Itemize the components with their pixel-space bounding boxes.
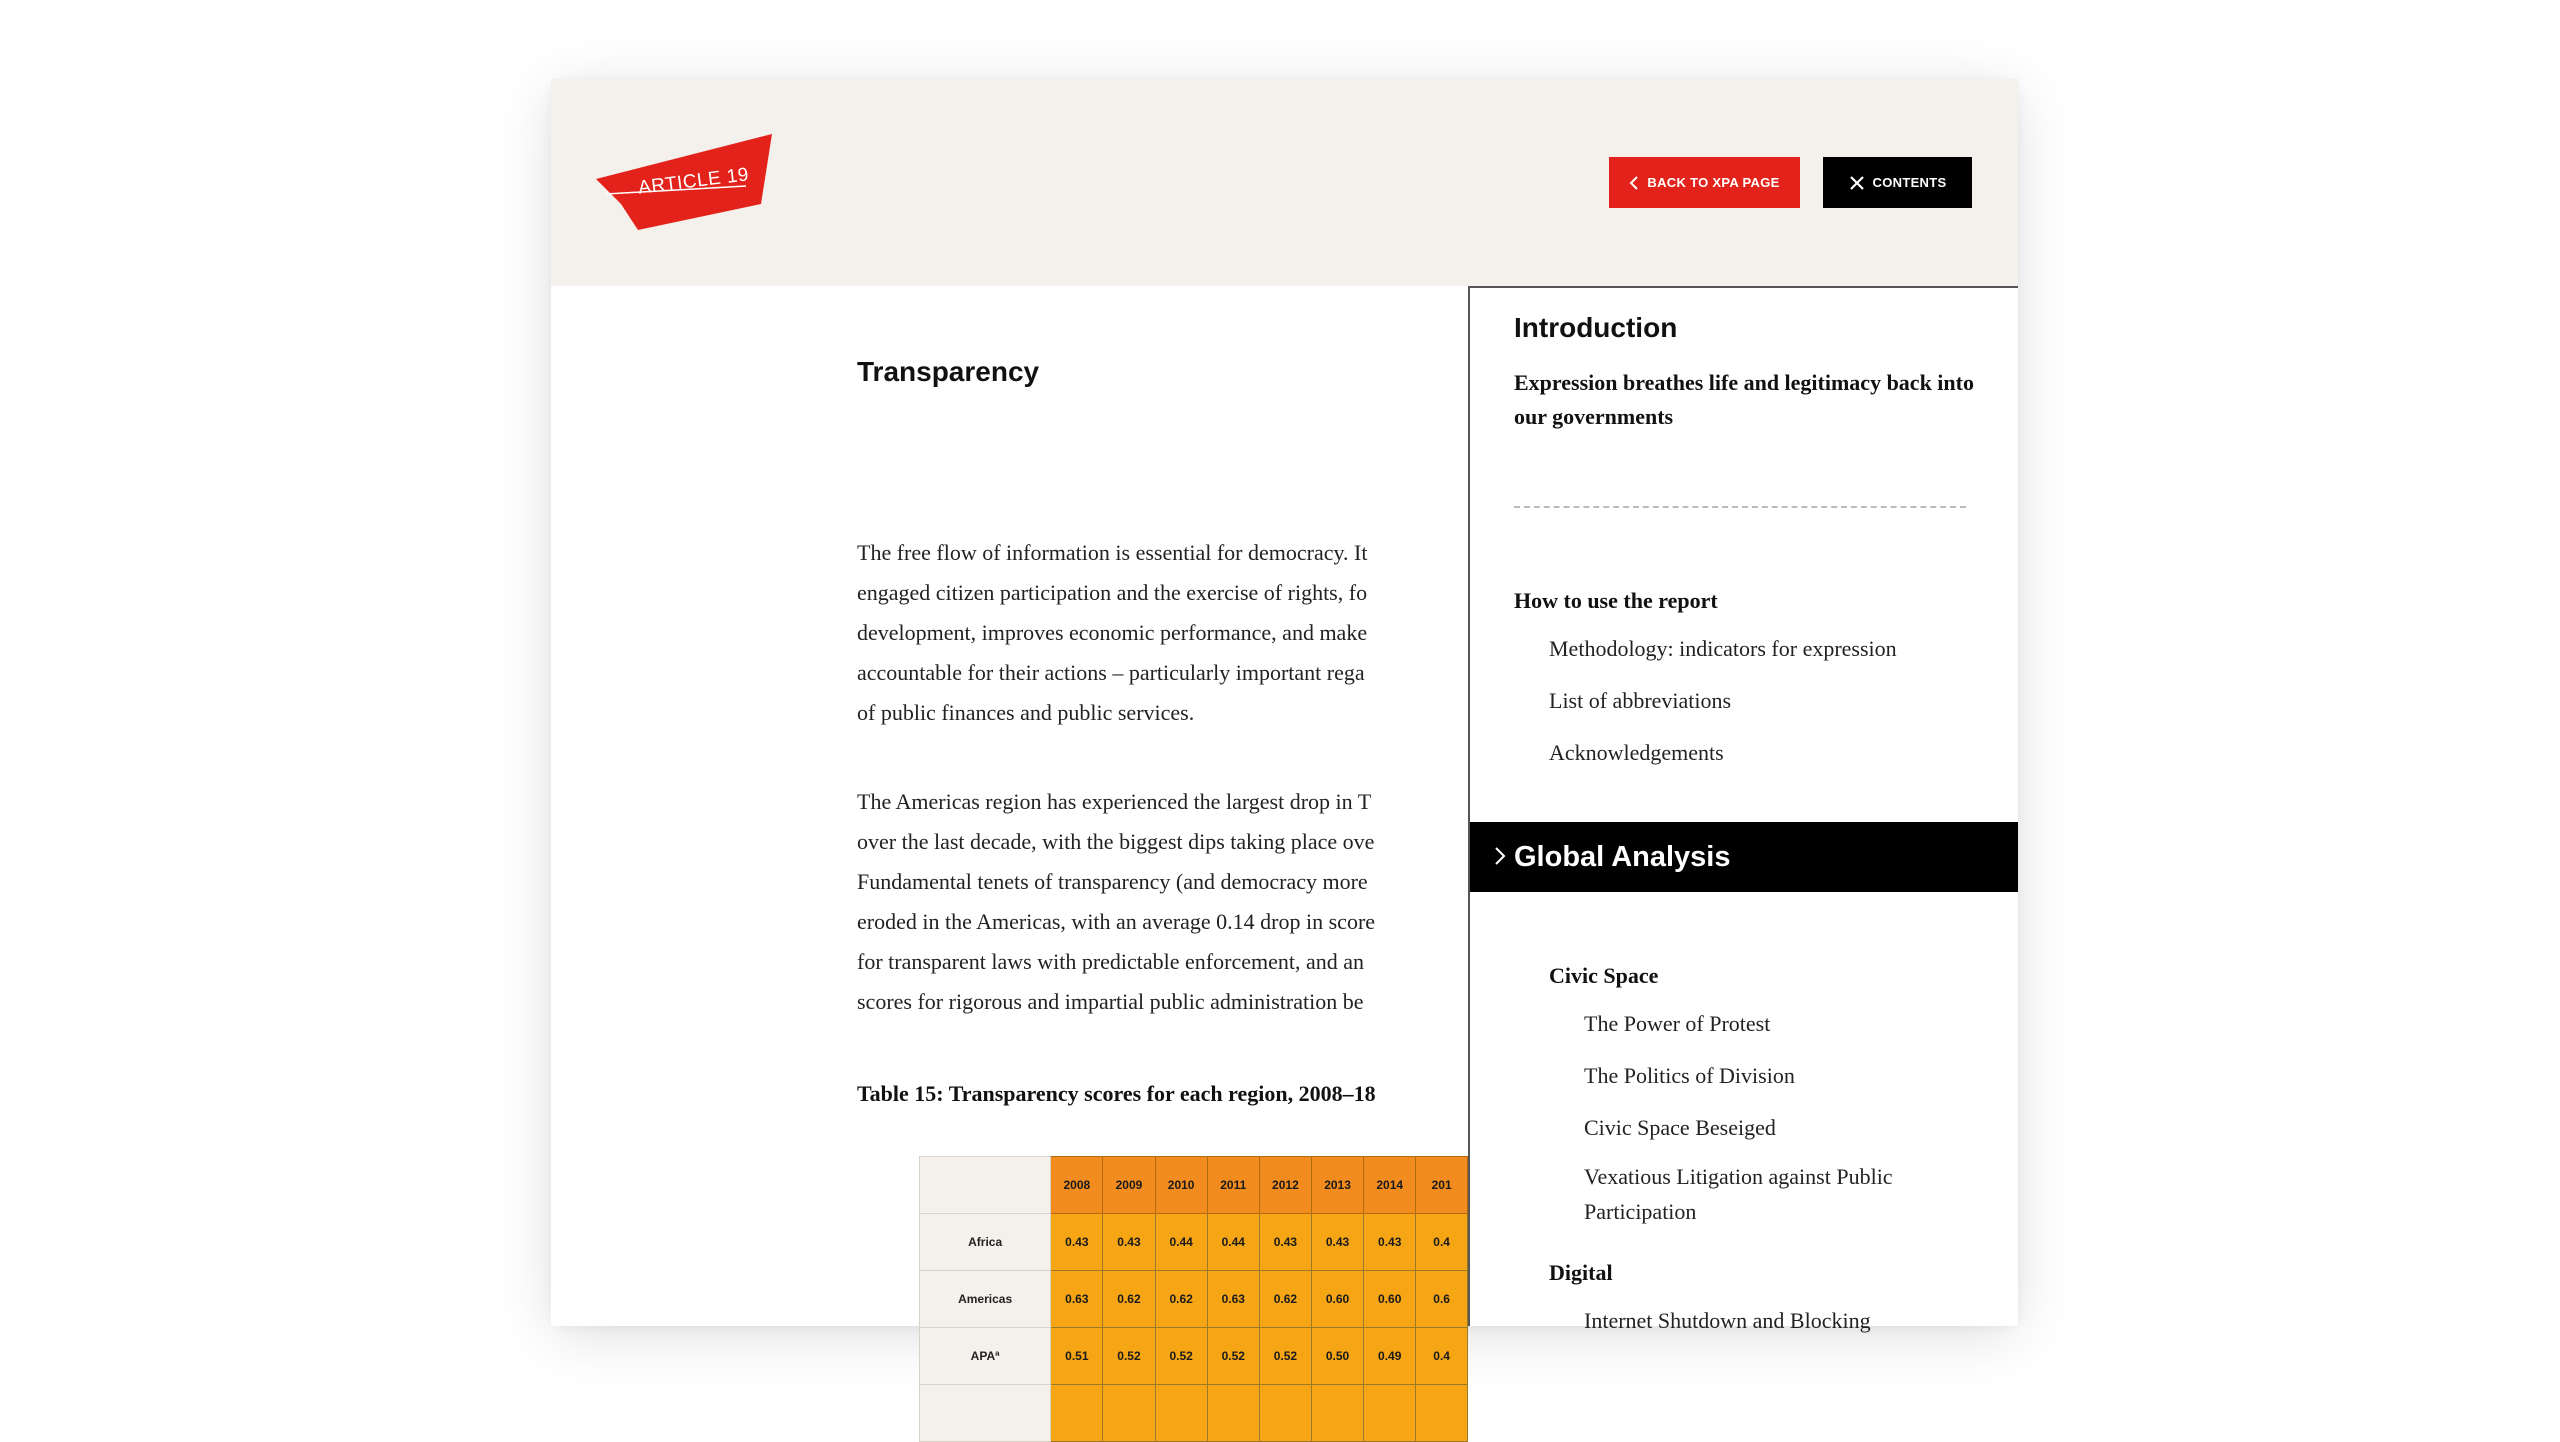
- sidebar-intro-title[interactable]: Introduction: [1514, 312, 1678, 343]
- year-header: 2010: [1155, 1157, 1207, 1214]
- sidebar-item-methodology[interactable]: Methodology: indicators for expression: [1549, 636, 1897, 661]
- score-cell: [1311, 1385, 1363, 1442]
- year-header: 2012: [1259, 1157, 1311, 1214]
- table-row: [920, 1328, 1468, 1385]
- paragraph-line: development, improves economic performance, and make: [857, 620, 1368, 645]
- score-cell: 0.43: [1259, 1214, 1311, 1271]
- back-to-xpa-button[interactable]: [1609, 157, 1800, 208]
- paragraph-line: The free flow of information is essential for democracy. It: [857, 540, 1368, 565]
- sidebar-item-acknowledgements[interactable]: Acknowledgements: [1549, 740, 1724, 765]
- contents-button[interactable]: [1823, 157, 1972, 208]
- score-cell: 0.60: [1364, 1271, 1416, 1328]
- year-header: 2011: [1207, 1157, 1259, 1214]
- score-cell: 0.63: [1051, 1271, 1103, 1328]
- paragraph-line: engaged citizen participation and the exercise of rights, fo: [857, 580, 1368, 605]
- sidebar-divider: [1514, 506, 1966, 508]
- score-cell: 0.52: [1155, 1328, 1207, 1385]
- paragraph-line: scores for rigorous and impartial public administration be: [857, 989, 1364, 1014]
- score-cell: 0.62: [1103, 1271, 1155, 1328]
- score-cell: 0.6: [1416, 1271, 1468, 1328]
- score-cell: 0.60: [1311, 1271, 1363, 1328]
- score-cell: 0.63: [1207, 1271, 1259, 1328]
- back-button-label: BACK TO XPA PAGE: [1647, 175, 1780, 190]
- region-label: Africa: [920, 1214, 1051, 1271]
- year-header: 201: [1416, 1157, 1468, 1214]
- sidebar-item-vexatious-litigation[interactable]: Vexatious Litigation against Public: [1584, 1164, 1893, 1189]
- contents-sidebar: [1468, 286, 2018, 1333]
- paragraph-line: for transparent laws with predictable enforcement, and an: [857, 949, 1365, 974]
- score-cell: 0.52: [1259, 1328, 1311, 1385]
- sidebar-section-civic-space[interactable]: Civic Space: [1549, 963, 1659, 988]
- year-header: 2008: [1051, 1157, 1103, 1214]
- table-row: [920, 1214, 1468, 1271]
- sidebar-item-vexatious-litigation-line2[interactable]: Participation: [1584, 1199, 1697, 1224]
- transparency-scores-table: [919, 1156, 1468, 1442]
- sidebar-item-power-of-protest[interactable]: The Power of Protest: [1584, 1011, 1771, 1036]
- sidebar-item-internet-shutdown[interactable]: Internet Shutdown and Blocking: [1584, 1308, 1871, 1333]
- sidebar-item-abbreviations[interactable]: List of abbreviations: [1549, 688, 1732, 713]
- sidebar-item-civic-space-beseiged[interactable]: Civic Space Beseiged: [1584, 1115, 1776, 1140]
- table-header-row: [920, 1157, 1468, 1214]
- paragraph-line: accountable for their actions – particularly important rega: [857, 660, 1365, 685]
- global-analysis-label: Global Analysis: [1514, 840, 1731, 873]
- chevron-right-icon: [1494, 846, 1506, 866]
- sidebar-section-how-to-use[interactable]: How to use the report: [1514, 588, 1718, 613]
- paragraph-line: The Americas region has experienced the largest drop in T: [857, 789, 1372, 814]
- chevron-left-icon: [1629, 176, 1639, 190]
- table-caption: Table 15: Transparency scores for each region, 2008–18: [857, 1081, 1376, 1106]
- year-header: 2009: [1103, 1157, 1155, 1214]
- paragraph-line: eroded in the Americas, with an average 0.14 drop in score: [857, 909, 1376, 934]
- score-cell: 0.4: [1416, 1214, 1468, 1271]
- score-cell: [1103, 1385, 1155, 1442]
- score-cell: 0.43: [1364, 1214, 1416, 1271]
- sidebar-section-digital[interactable]: Digital: [1549, 1260, 1613, 1285]
- score-cell: [1207, 1385, 1259, 1442]
- score-cell: 0.44: [1207, 1214, 1259, 1271]
- score-cell: 0.50: [1311, 1328, 1363, 1385]
- score-cell: 0.4: [1416, 1328, 1468, 1385]
- article19-logo[interactable]: [596, 134, 776, 234]
- article-paragraph: [857, 533, 1557, 733]
- article-title: Transparency: [857, 356, 1040, 387]
- score-cell: [1051, 1385, 1103, 1442]
- site-header: [551, 79, 2018, 286]
- region-label: Americas: [920, 1271, 1051, 1328]
- paragraph-line: Fundamental tenets of transparency (and democracy more: [857, 869, 1368, 894]
- score-cell: 0.51: [1051, 1328, 1103, 1385]
- score-cell: [1259, 1385, 1311, 1442]
- sidebar-section-global-analysis[interactable]: [1470, 822, 2018, 892]
- paragraph-line: over the last decade, with the biggest dips taking place ove: [857, 829, 1375, 854]
- year-header: 2013: [1311, 1157, 1363, 1214]
- contents-button-label: CONTENTS: [1872, 175, 1947, 190]
- score-cell: 0.43: [1051, 1214, 1103, 1271]
- score-cell: 0.44: [1155, 1214, 1207, 1271]
- score-cell: 0.62: [1259, 1271, 1311, 1328]
- year-header: 2014: [1364, 1157, 1416, 1214]
- score-cell: 0.43: [1103, 1214, 1155, 1271]
- sidebar-item-politics-of-division[interactable]: The Politics of Division: [1584, 1063, 1795, 1088]
- sidebar-intro-subtitle[interactable]: Expression breathes life and legitimacy back into our governments: [1514, 370, 1974, 429]
- table-row: [920, 1385, 1468, 1442]
- score-cell: 0.62: [1155, 1271, 1207, 1328]
- score-cell: 0.52: [1103, 1328, 1155, 1385]
- score-cell: 0.52: [1207, 1328, 1259, 1385]
- score-cell: 0.43: [1311, 1214, 1363, 1271]
- score-cell: [1364, 1385, 1416, 1442]
- table-corner-cell: [920, 1157, 1051, 1214]
- paragraph-line: of public finances and public services.: [857, 700, 1195, 725]
- logo-text: ARTICLE 19: [637, 164, 751, 199]
- region-label: APAª: [920, 1328, 1051, 1385]
- close-icon: [1849, 175, 1865, 191]
- article-paragraph: [857, 782, 1557, 1022]
- region-label: [920, 1385, 1051, 1442]
- article-content: [551, 286, 1468, 1363]
- score-cell: [1155, 1385, 1207, 1442]
- score-cell: 0.49: [1364, 1328, 1416, 1385]
- table-row: [920, 1271, 1468, 1328]
- score-cell: [1416, 1385, 1468, 1442]
- browser-window: [551, 79, 2018, 1363]
